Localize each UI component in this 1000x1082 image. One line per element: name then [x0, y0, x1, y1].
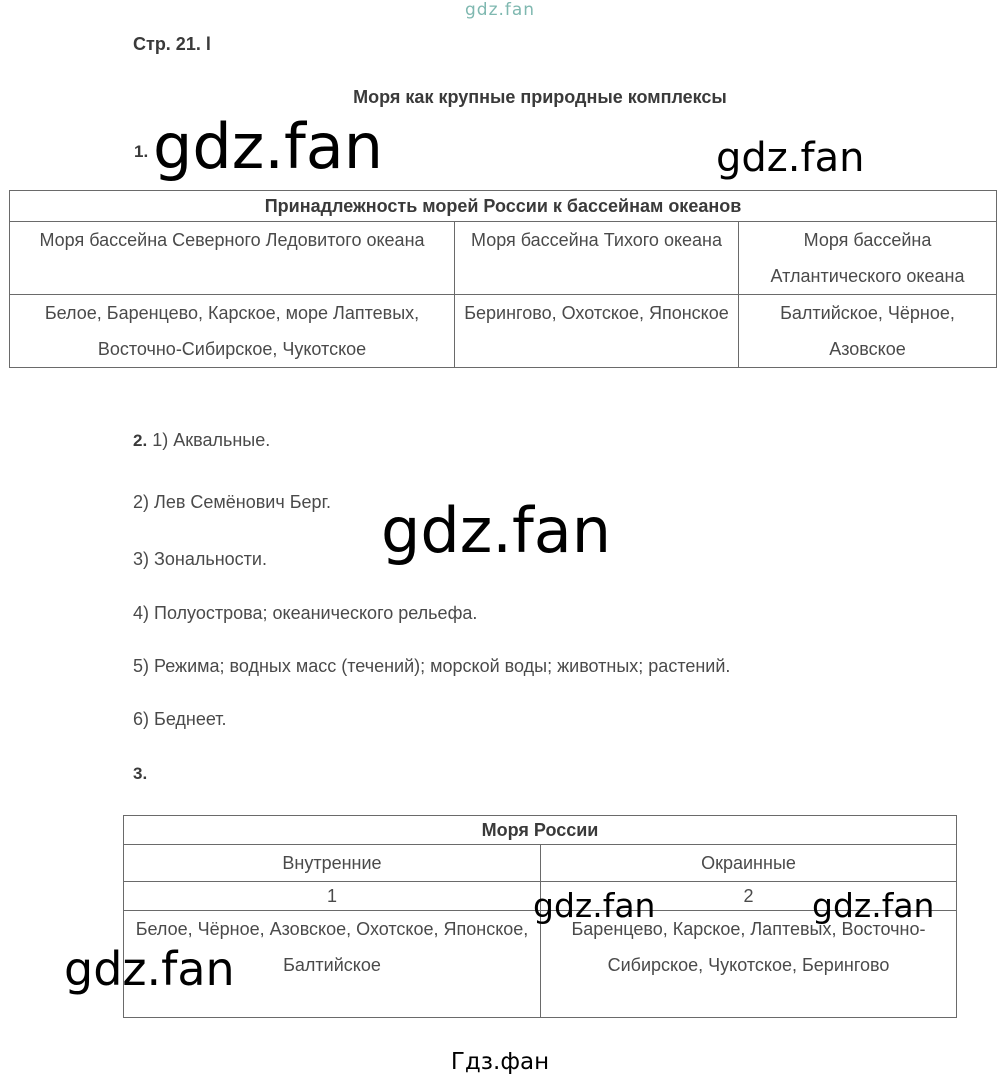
basins-cell-pacific: Берингово, Охотское, Японское	[455, 295, 739, 368]
page-label: Стр. 21. l	[133, 34, 211, 54]
seas-cell-internal: Белое, Чёрное, Азовское, Охотское, Японское, Балтийское	[124, 911, 541, 1018]
task-2-answer-2: 2) Лев Семёнович Берг.	[133, 492, 331, 512]
task-2-answer-1	[133, 430, 270, 451]
seas-header-marginal: Окраинные	[541, 845, 957, 882]
watermark-right: gdz.fan	[716, 135, 865, 181]
watermark-big-left: gdz.fan	[153, 110, 384, 183]
task-1-number: 1.	[134, 142, 149, 161]
task-2-answer-1-text: 1) Аквальные.	[152, 430, 271, 450]
basins-table-title: Принадлежность морей России к бассейнам океанов	[10, 191, 997, 222]
task-2-answer-5: 5) Режима; водных масс (течений); морской воды; животных; растений.	[133, 656, 731, 676]
basins-cell-atlantic: Балтийское, Чёрное, Азовское	[739, 295, 997, 368]
watermark-center: gdz.fan	[381, 494, 612, 567]
seas-index-internal: 1	[124, 882, 541, 911]
basins-header-pacific: Моря бассейна Тихого океана	[455, 222, 739, 295]
watermark-bottom-left: gdz.fan	[64, 942, 235, 996]
seas-table-title: Моря России	[124, 816, 957, 845]
watermark-table-mid: gdz.fan	[533, 886, 656, 925]
seas-header-internal: Внутренние	[124, 845, 541, 882]
task-3-number: 3.	[133, 764, 148, 783]
watermark-table-right: gdz.fan	[812, 886, 935, 925]
task-2-answer-6: 6) Беднеет.	[133, 709, 227, 729]
task-2-number: 2.	[133, 431, 148, 450]
seas-index-marginal: 2	[541, 882, 957, 911]
footer-text: Гдз.фан	[450, 1049, 550, 1075]
basins-table	[9, 190, 997, 368]
basins-cell-arctic: Белое, Баренцево, Карское, море Лаптевых, Восточно-Сибирское, Чукотское	[10, 295, 455, 368]
section-title: Моря как крупные природные комплексы	[353, 87, 727, 107]
basins-header-atlantic: Моря бассейна Атлантического океана	[739, 222, 997, 295]
task-2-answer-3: 3) Зональности.	[133, 549, 267, 569]
task-2-answer-4: 4) Полуострова; океанического рельефа.	[133, 603, 478, 623]
basins-header-arctic: Моря бассейна Северного Ледовитого океана	[10, 222, 455, 295]
watermark-top: gdz.fan	[465, 0, 536, 20]
seas-cell-marginal: Баренцево, Карское, Лаптевых, Восточно-Сибирское, Чукотское, Берингово	[541, 911, 957, 1018]
